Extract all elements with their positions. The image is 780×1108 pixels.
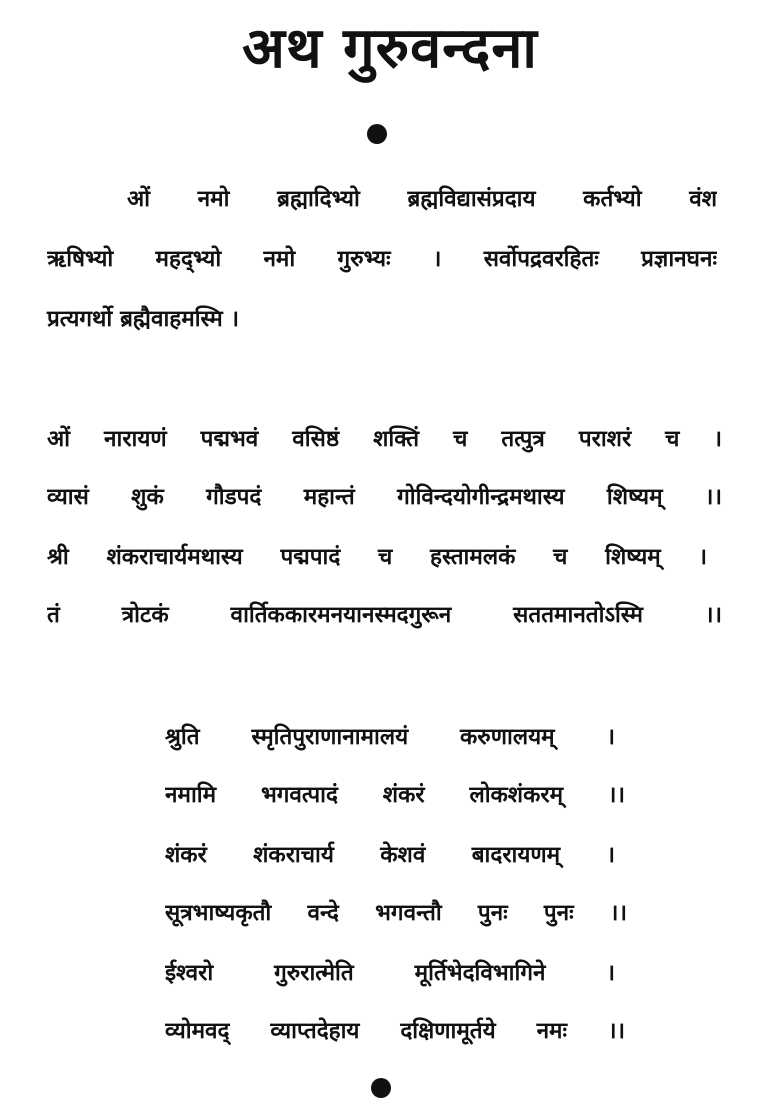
- verse-line: श्रुति स्मृतिपुराणानामालयं करुणालयम् ।: [165, 724, 615, 750]
- ornament-dot-top: [367, 124, 387, 144]
- verse-line: नमामि भगवत्पादं शंकरं लोकशंकरम् ।।: [165, 782, 625, 808]
- verse-line: ओं नारायणं पद्मभवं वसिष्ठं शक्तिं च तत्पुत्र पराशरं च ।: [47, 426, 722, 452]
- ornament-dot-bottom: [371, 1078, 391, 1098]
- prose-line: ऋषिभ्यो महद्भ्यो नमो गुरुभ्यः । सर्वोपद्रवरहितः प्रज्ञानघनः: [47, 246, 717, 272]
- verse-line: शंकरं शंकराचार्य केशवं बादरायणम् ।: [165, 842, 615, 868]
- prose-line: प्रत्यगर्थो ब्रह्मैवाहमस्मि ।: [47, 306, 240, 332]
- verse-line: सूत्रभाष्यकृतौ वन्दे भगवन्तौ पुनः पुनः ।।: [165, 900, 627, 926]
- page-title: अथ गुरुवन्दना: [242, 16, 538, 81]
- verse-line: व्यासं शुकं गौडपदं महान्तं गोविन्दयोगीन्द्रमथास्य शिष्यम् ।।: [47, 484, 722, 510]
- verse-line: तं त्रोटकं वार्तिककारमनयानस्मदगुरून सततमानतोऽस्मि ।।: [47, 602, 722, 628]
- verse-line: श्री शंकराचार्यमथास्य पद्मपादं च हस्तामलकं च शिष्यम् ।: [47, 544, 707, 570]
- verse-line: व्योमवद् व्याप्तदेहाय दक्षिणामूर्तये नमः ।।: [165, 1018, 625, 1044]
- verse-line: ईश्वरो गुरुरात्मेति मूर्तिभेदविभागिने ।: [165, 960, 615, 986]
- prose-line: ओं नमो ब्रह्मादिभ्यो ब्रह्मविद्यासंप्रदाय कर्तभ्यो वंश: [127, 186, 717, 212]
